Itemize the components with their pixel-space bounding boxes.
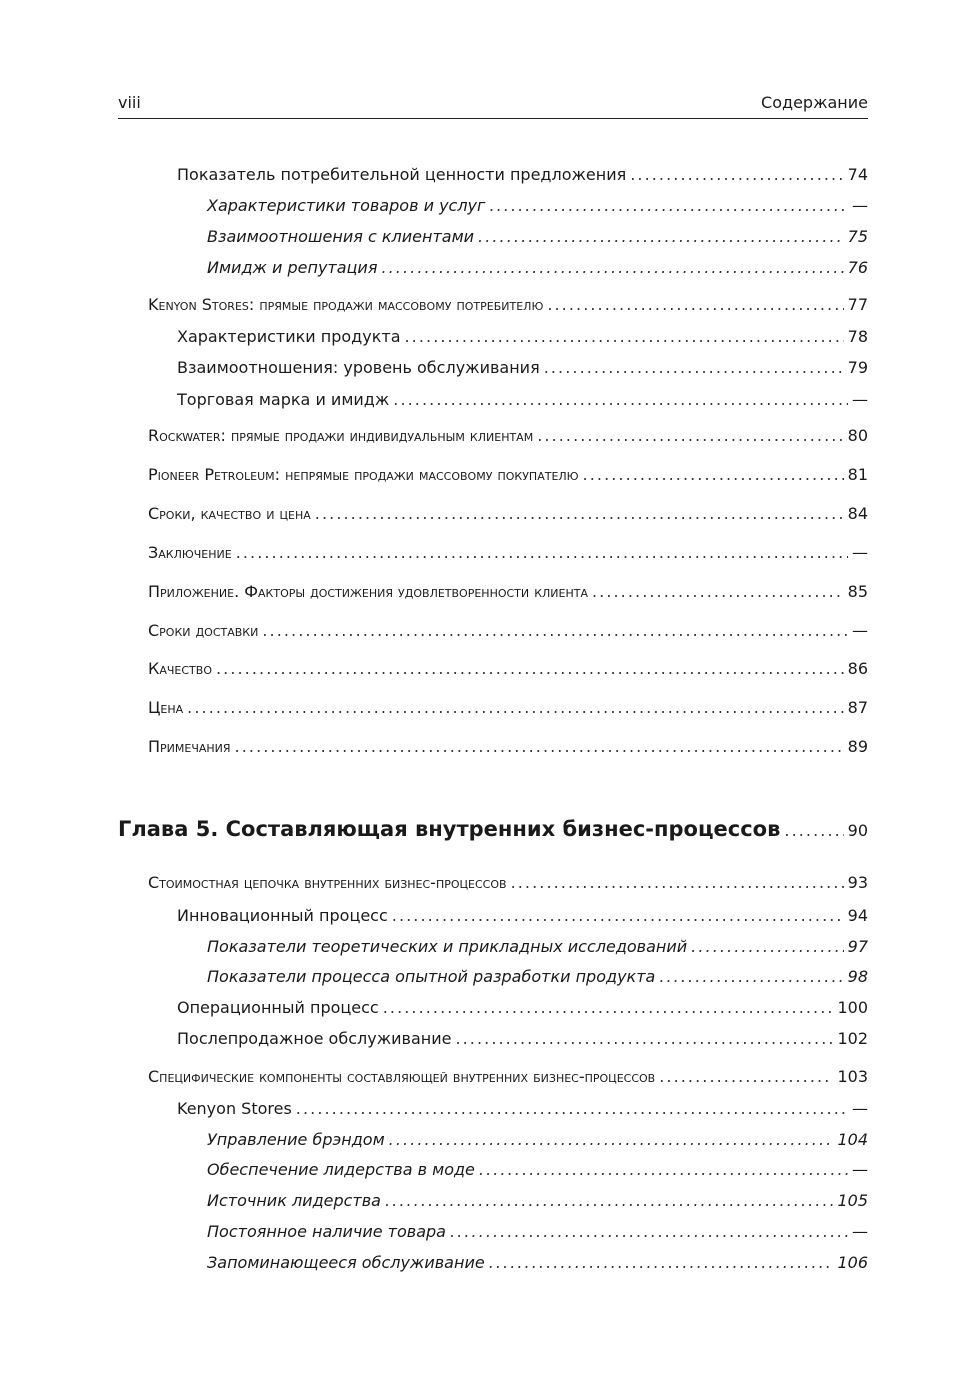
entry-page: 94 — [847, 906, 868, 925]
dot-leader — [583, 465, 844, 485]
entry-title: Показатели теоретических и прикладных исследований — [207, 937, 688, 956]
toc-entry — [177, 165, 868, 185]
dot-leader — [450, 1222, 848, 1242]
toc-entry — [177, 390, 868, 410]
entry-title: Цена — [148, 698, 184, 717]
toc-entry — [207, 1160, 868, 1180]
dot-leader — [235, 737, 844, 757]
entry-title: Стоимостная цепочка внутренних бизнес-процессов — [148, 873, 507, 892]
entry-page: 103 — [837, 1067, 868, 1086]
dot-leader — [659, 1067, 833, 1087]
entry-title: Качество — [148, 659, 212, 678]
toc-entry — [177, 1029, 868, 1049]
dot-leader — [547, 295, 843, 315]
entry-page: 79 — [847, 358, 868, 377]
dot-leader — [216, 659, 844, 679]
entry-page: 106 — [837, 1253, 868, 1272]
toc-entry — [207, 937, 868, 957]
dot-leader — [315, 504, 844, 524]
entry-title: Примечания — [148, 737, 231, 756]
dot-leader — [296, 1099, 848, 1119]
entry-page: 76 — [847, 258, 868, 277]
toc-entry — [207, 1253, 868, 1273]
toc-entry — [207, 1222, 868, 1242]
toc-entry — [148, 737, 868, 757]
entry-page: — — [852, 621, 868, 640]
toc-entry — [148, 426, 868, 446]
chapter-entry — [118, 819, 868, 841]
entry-title: Сроки, качество и цена — [148, 504, 311, 523]
dot-leader — [385, 1191, 833, 1211]
entry-page: 90 — [847, 821, 868, 840]
entry-page: 93 — [847, 873, 868, 892]
entry-title: Операционный процесс — [177, 998, 379, 1017]
toc-entry — [148, 295, 868, 315]
dot-leader — [489, 1253, 834, 1273]
toc-entry — [148, 698, 868, 718]
entry-title: Kenyon Stores — [177, 1099, 292, 1118]
entry-title: Глава 5. Составляющая внутренних бизнес-процессов — [118, 817, 781, 841]
entry-title: Инновационный процесс — [177, 906, 388, 925]
entry-page: — — [852, 1099, 868, 1118]
entry-page: 84 — [847, 504, 868, 523]
dot-leader — [393, 390, 848, 410]
entry-page: 105 — [837, 1191, 868, 1210]
dot-leader — [489, 196, 848, 216]
toc-entry — [207, 227, 868, 247]
toc-entry — [207, 967, 868, 987]
toc-entry — [177, 1099, 868, 1119]
dot-leader — [405, 327, 844, 347]
page-number: viii — [118, 93, 141, 112]
entry-page: — — [852, 390, 868, 409]
entry-title: Обеспечение лидерства в моде — [207, 1160, 475, 1179]
toc-entry — [177, 327, 868, 347]
entry-title: Специфические компоненты составляющей внутренних бизнес-процессов — [148, 1067, 656, 1086]
entry-page: 100 — [837, 998, 868, 1017]
entry-title: Постоянное наличие товара — [207, 1222, 446, 1241]
toc-entry — [207, 1191, 868, 1211]
toc-entry — [148, 1067, 868, 1087]
dot-leader — [392, 906, 844, 926]
entry-page: 86 — [847, 659, 868, 678]
toc-entry — [148, 582, 868, 602]
entry-page: 77 — [847, 295, 868, 314]
dot-leader — [537, 426, 843, 446]
entry-page: — — [852, 196, 868, 215]
dot-leader — [659, 967, 843, 987]
toc-entry — [148, 873, 868, 893]
entry-page: 98 — [847, 967, 868, 986]
entry-page: — — [852, 543, 868, 562]
entry-title: Приложение. Факторы достижения удовлетворенности клиента — [148, 582, 588, 601]
entry-title: Имидж и репутация — [207, 258, 378, 277]
entry-title: Сроки доставки — [148, 621, 259, 640]
toc-entry — [148, 465, 868, 485]
entry-title: Источник лидерства — [207, 1191, 381, 1210]
entry-title: Показатель потребительной ценности предложения — [177, 165, 627, 184]
entry-page: — — [852, 1160, 868, 1179]
entry-page: — — [852, 1222, 868, 1241]
header-rule — [118, 118, 868, 119]
entry-title: Запоминающееся обслуживание — [207, 1253, 485, 1272]
dot-leader — [511, 873, 844, 893]
dot-leader — [236, 543, 848, 563]
entry-title: Взаимоотношения с клиентами — [207, 227, 475, 246]
entry-page: 102 — [837, 1029, 868, 1048]
toc-entry — [207, 196, 868, 216]
entry-page: 80 — [847, 426, 868, 445]
entry-title: Взаимоотношения: уровень обслуживания — [177, 358, 540, 377]
entry-title: Характеристики продукта — [177, 327, 401, 346]
dot-leader — [262, 621, 848, 641]
entry-page: 78 — [847, 327, 868, 346]
dot-leader — [383, 998, 834, 1018]
dot-leader — [479, 1160, 848, 1180]
dot-leader — [784, 821, 843, 841]
running-header: Содержание — [761, 93, 868, 112]
dot-leader — [691, 937, 843, 957]
entry-page: 85 — [847, 582, 868, 601]
toc-entry — [177, 998, 868, 1018]
entry-title: Послепродажное обслуживание — [177, 1029, 452, 1048]
entry-page: 97 — [847, 937, 868, 956]
toc-entry — [148, 543, 868, 563]
entry-title: Pioneer Petroleum: непрямые продажи массовому покупателю — [148, 465, 579, 484]
toc-entry — [148, 504, 868, 524]
entry-title: Показатели процесса опытной разработки продукта — [207, 967, 656, 986]
dot-leader — [592, 582, 844, 602]
entry-page: 89 — [847, 737, 868, 756]
entry-page: 81 — [847, 465, 868, 484]
dot-leader — [187, 698, 843, 718]
toc-entry — [148, 621, 868, 641]
toc-entry — [177, 906, 868, 926]
dot-leader — [381, 258, 843, 278]
entry-title: Управление брэндом — [207, 1130, 385, 1149]
dot-leader — [389, 1130, 834, 1150]
entry-page: 75 — [847, 227, 868, 246]
entry-title: Kenyon Stores: прямые продажи массовому потребителю — [148, 295, 544, 314]
entry-title: Rockwater: прямые продажи индивидуальным клиентам — [148, 426, 534, 445]
toc-entry — [148, 659, 868, 679]
dot-leader — [630, 165, 843, 185]
toc-entry — [207, 1130, 868, 1150]
entry-page: 87 — [847, 698, 868, 717]
toc-entry — [207, 258, 868, 278]
dot-leader — [478, 227, 844, 247]
entry-title: Торговая марка и имидж — [177, 390, 390, 409]
dot-leader — [455, 1029, 833, 1049]
toc-entry — [177, 358, 868, 378]
entry-page: 104 — [837, 1130, 868, 1149]
entry-title: Характеристики товаров и услуг — [207, 196, 486, 215]
dot-leader — [544, 358, 844, 378]
entry-page: 74 — [847, 165, 868, 184]
entry-title: Заключение — [148, 543, 232, 562]
